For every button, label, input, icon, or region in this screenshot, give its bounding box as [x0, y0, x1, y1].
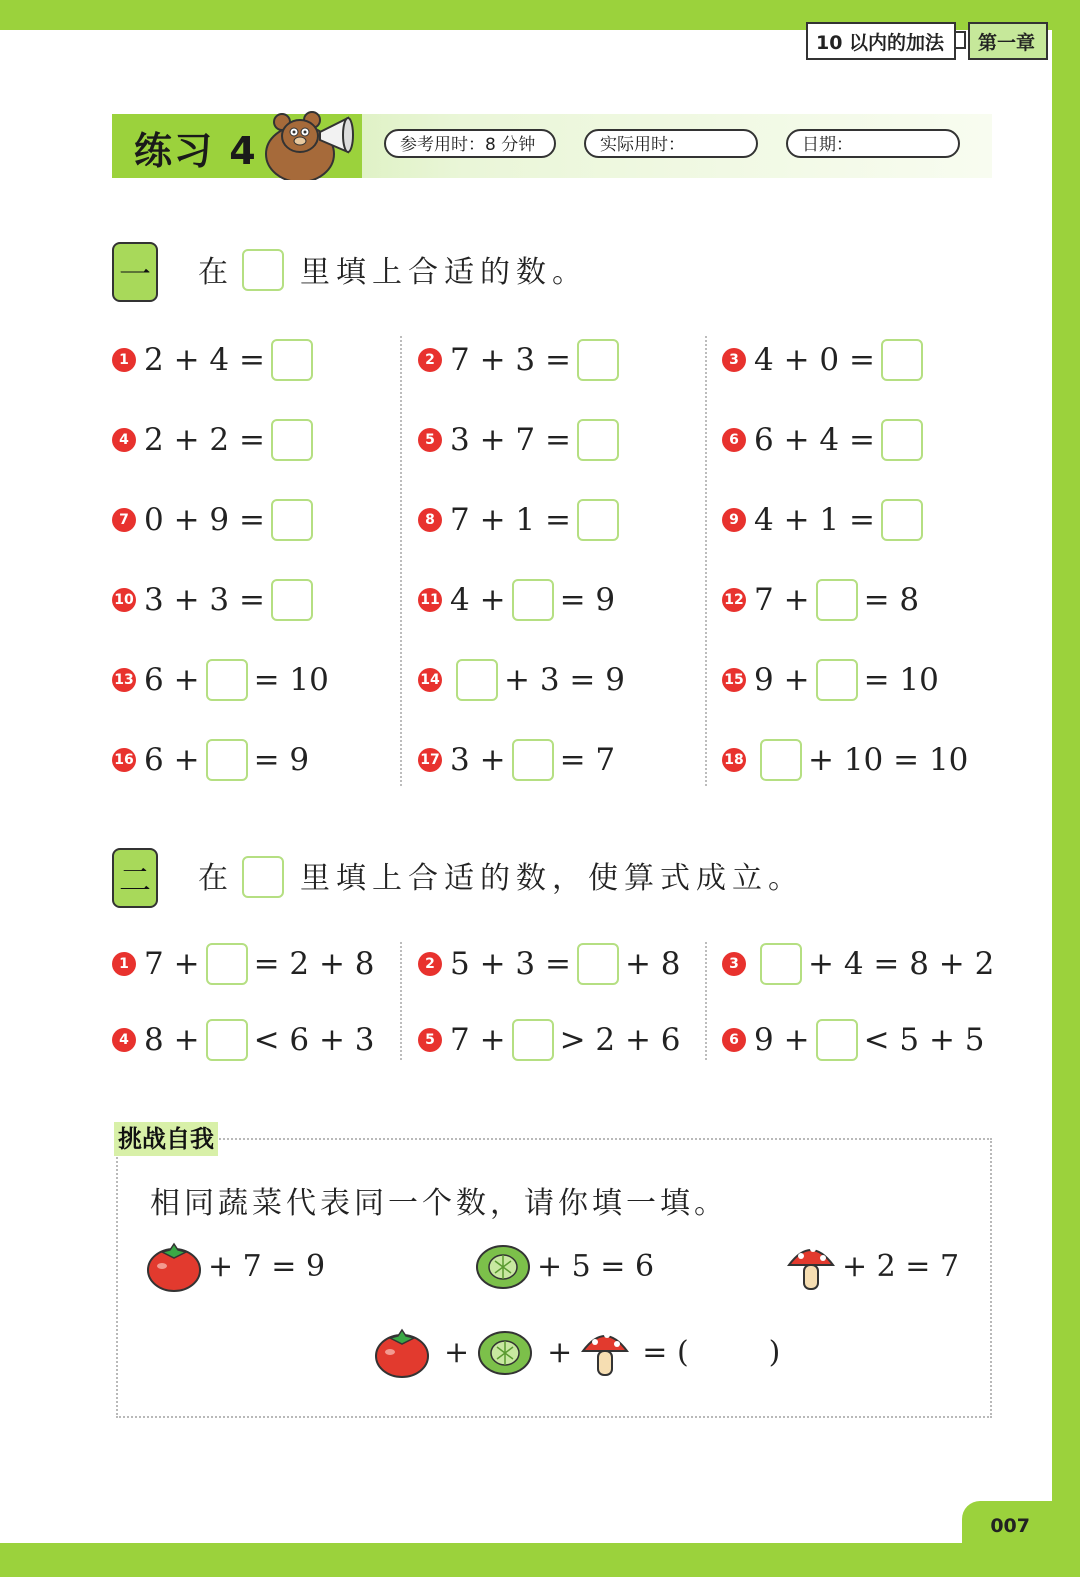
section-two-badge: 二	[112, 848, 158, 908]
chapter-connector	[954, 31, 966, 49]
problem-item	[112, 338, 319, 382]
cabbage-equation	[475, 1238, 654, 1294]
problem-item	[112, 418, 319, 462]
problem-number: 9	[722, 508, 746, 532]
mushroom-equation-text: + 2 = 7	[842, 1248, 960, 1284]
page-number: 007	[990, 1515, 1030, 1537]
problem-text-before: 6 + 4 =	[754, 422, 875, 458]
problem-number: 4	[112, 1028, 136, 1052]
problem-text-before: 7 +	[144, 946, 200, 982]
tomato-icon	[146, 1240, 202, 1292]
problem-item	[722, 658, 939, 702]
bottom-border	[0, 1543, 1080, 1577]
problem-item	[112, 1018, 375, 1062]
problem-number: 7	[112, 508, 136, 532]
problem-item	[722, 1018, 985, 1062]
answer-box[interactable]	[577, 419, 619, 461]
problem-text-before: 6 +	[144, 742, 200, 778]
answer-box[interactable]	[271, 499, 313, 541]
problem-text-after: = 2 + 8	[253, 946, 375, 982]
close-paren: )	[768, 1334, 781, 1370]
problem-text-before: 5 + 3 =	[450, 946, 571, 982]
problem-item	[418, 578, 615, 622]
problem-text-after: = 9	[253, 742, 310, 778]
column-divider	[705, 942, 707, 1060]
problem-number: 11	[418, 588, 442, 612]
answer-box[interactable]	[271, 339, 313, 381]
column-divider	[400, 336, 402, 786]
problem-item	[722, 942, 994, 986]
answer-box[interactable]	[577, 943, 619, 985]
mushroom-icon	[786, 1239, 836, 1293]
problem-number: 17	[418, 748, 442, 772]
answer-box[interactable]	[881, 419, 923, 461]
problem-number: 3	[722, 952, 746, 976]
problem-item	[418, 942, 681, 986]
answer-box[interactable]	[512, 1019, 554, 1061]
answer-box[interactable]	[816, 659, 858, 701]
equals-paren: = (	[642, 1334, 689, 1370]
answer-box[interactable]	[206, 739, 248, 781]
answer-box[interactable]	[816, 579, 858, 621]
problem-number: 5	[418, 428, 442, 452]
problem-number: 6	[722, 1028, 746, 1052]
problem-item	[722, 498, 929, 542]
problem-number: 2	[418, 952, 442, 976]
problem-text-before: 9 +	[754, 662, 810, 698]
problem-item	[112, 658, 329, 702]
answer-box[interactable]	[512, 579, 554, 621]
problem-item	[112, 738, 309, 782]
section-one-instruction: 里填上合适的数。	[300, 255, 588, 290]
problem-number: 2	[418, 348, 442, 372]
problem-text-after: = 10	[253, 662, 329, 698]
problem-text-before: 9 +	[754, 1022, 810, 1058]
problem-item	[722, 338, 929, 382]
answer-box[interactable]	[577, 339, 619, 381]
answer-box[interactable]	[760, 943, 802, 985]
problem-item	[722, 578, 919, 622]
problem-text-before: 6 +	[144, 662, 200, 698]
problem-text-after: < 6 + 3	[253, 1022, 375, 1058]
problem-item	[418, 338, 625, 382]
challenge-title: 挑战自我	[114, 1122, 218, 1156]
date-field[interactable]: 日期：	[786, 129, 960, 158]
mushroom-icon	[580, 1325, 630, 1379]
problem-text-before: 4 + 1 =	[754, 502, 875, 538]
problem-item	[722, 738, 968, 782]
problem-number: 8	[418, 508, 442, 532]
problem-text-before: 2 + 2 =	[144, 422, 265, 458]
tomato-equation-text: + 7 = 9	[208, 1248, 326, 1284]
chapter-label: 第一章	[968, 22, 1048, 60]
problem-text-before: 4 +	[450, 582, 506, 618]
problem-number: 18	[722, 748, 746, 772]
answer-box[interactable]	[271, 579, 313, 621]
problem-number: 15	[722, 668, 746, 692]
problem-text-before: 7 +	[754, 582, 810, 618]
problem-number: 3	[722, 348, 746, 372]
problem-text-after: = 9	[559, 582, 616, 618]
problem-text-after: < 5 + 5	[863, 1022, 985, 1058]
problem-item	[418, 418, 625, 462]
cabbage-icon	[477, 1327, 533, 1377]
problem-item	[112, 942, 375, 986]
problem-text-before: 3 +	[450, 742, 506, 778]
problem-text-after: + 8	[624, 946, 681, 982]
problem-item	[112, 578, 319, 622]
problem-number: 10	[112, 588, 136, 612]
problem-number: 13	[112, 668, 136, 692]
answer-box[interactable]	[816, 1019, 858, 1061]
answer-box[interactable]	[512, 739, 554, 781]
column-divider	[705, 336, 707, 786]
answer-box[interactable]	[881, 499, 923, 541]
chapter-topic: 10 以内的加法	[806, 22, 956, 60]
problem-text-before: 7 +	[450, 1022, 506, 1058]
problem-text-after: = 10	[863, 662, 939, 698]
tomato-equation	[146, 1238, 325, 1294]
example-box	[242, 856, 284, 898]
problem-item	[418, 498, 625, 542]
problem-text-before: 3 + 7 =	[450, 422, 571, 458]
answer-box[interactable]	[206, 943, 248, 985]
right-border	[1052, 0, 1080, 1577]
section-one-instruction-pre: 在	[198, 255, 234, 290]
problem-text-before: 7 + 1 =	[450, 502, 571, 538]
bear-megaphone-icon	[260, 108, 360, 180]
problem-number: 4	[112, 428, 136, 452]
problem-item	[112, 498, 319, 542]
problem-item	[418, 1018, 681, 1062]
actual-time-field[interactable]: 实际用时：	[584, 129, 758, 158]
problem-number: 12	[722, 588, 746, 612]
final-equation	[374, 1324, 780, 1380]
cabbage-equation-text: + 5 = 6	[537, 1248, 655, 1284]
problem-number: 5	[418, 1028, 442, 1052]
tomato-icon	[374, 1326, 430, 1378]
section-two-instruction-pre: 在	[198, 861, 234, 896]
answer-box[interactable]	[760, 739, 802, 781]
problem-text-after: = 7	[559, 742, 616, 778]
problem-item	[722, 418, 929, 462]
problem-number: 14	[418, 668, 442, 692]
problem-text-after: + 3 = 9	[504, 662, 625, 698]
problem-item	[418, 658, 625, 702]
mushroom-equation	[786, 1238, 959, 1294]
answer-box[interactable]	[271, 419, 313, 461]
problem-number: 1	[112, 348, 136, 372]
problem-text-before: 4 + 0 =	[754, 342, 875, 378]
problem-text-before: 0 + 9 =	[144, 502, 265, 538]
problem-number: 6	[722, 428, 746, 452]
problem-text-before: 7 + 3 =	[450, 342, 571, 378]
plus-sign: +	[444, 1334, 470, 1370]
problem-text-before: 8 +	[144, 1022, 200, 1058]
problem-text-after: = 8	[863, 582, 920, 618]
exercise-title: 练习 4	[134, 129, 258, 173]
answer-box[interactable]	[206, 659, 248, 701]
answer-box[interactable]	[206, 1019, 248, 1061]
section-two-instruction: 里填上合适的数，使算式成立。	[300, 861, 804, 896]
cabbage-icon	[475, 1241, 531, 1291]
challenge-instruction: 相同蔬菜代表同一个数，请你填一填。	[150, 1186, 728, 1221]
problem-item	[418, 738, 615, 782]
plus-sign: +	[547, 1334, 573, 1370]
problem-text-after: + 10 = 10	[808, 742, 969, 778]
example-box	[242, 249, 284, 291]
answer-box[interactable]	[456, 659, 498, 701]
reference-time: 参考用时：8 分钟	[384, 129, 556, 158]
answer-box[interactable]	[881, 339, 923, 381]
problem-number: 16	[112, 748, 136, 772]
problem-number: 1	[112, 952, 136, 976]
answer-box[interactable]	[577, 499, 619, 541]
section-one-badge: 一	[112, 242, 158, 302]
problem-text-after: + 4 = 8 + 2	[808, 946, 995, 982]
problem-text-after: > 2 + 6	[559, 1022, 681, 1058]
column-divider	[400, 942, 402, 1060]
problem-text-before: 2 + 4 =	[144, 342, 265, 378]
problem-text-before: 3 + 3 =	[144, 582, 265, 618]
